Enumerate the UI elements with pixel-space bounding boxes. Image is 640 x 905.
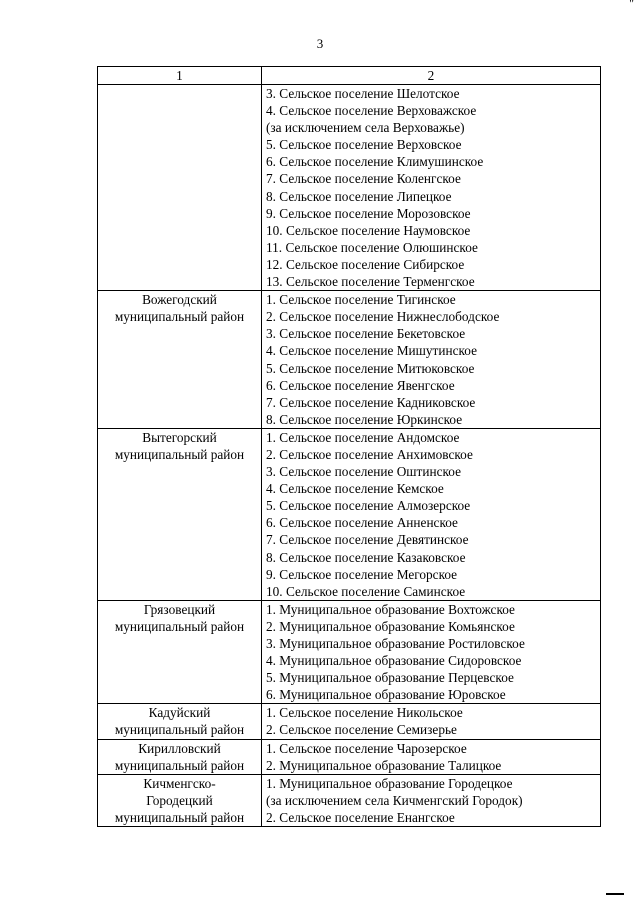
district-name-line: Вожегодский xyxy=(142,292,217,308)
settlements-cell xyxy=(262,774,601,826)
settlement-item: (за исключением села Верховажье) xyxy=(266,120,465,136)
district-name-line: муниципальный район xyxy=(114,309,245,325)
table-row xyxy=(98,739,601,774)
district-cell xyxy=(98,774,262,826)
table-body xyxy=(98,85,601,827)
settlement-item: 1. Сельское поселение Никольское xyxy=(266,705,463,721)
settlements-table xyxy=(97,66,601,827)
settlements-cell xyxy=(262,739,601,774)
district-name-line: Кичменгско- xyxy=(143,775,216,791)
settlement-item: 12. Сельское поселение Сибирское xyxy=(266,256,465,272)
settlement-item: 5. Сельское поселение Алмозерское xyxy=(266,498,471,514)
settlement-item: 4. Сельское поселение Мишутинское xyxy=(266,343,477,359)
settlement-item: 8. Сельское поселение Юркинское xyxy=(266,411,463,427)
district-name-line: Вытегорский xyxy=(142,429,217,445)
settlement-item: 2. Сельское поселение Семизерье xyxy=(266,722,457,738)
table-row xyxy=(98,428,601,600)
district-cell xyxy=(98,739,262,774)
settlement-item: 6. Муниципальное образование Юровское xyxy=(266,687,506,703)
column-header-1: 1 xyxy=(98,67,262,85)
settlement-item: 4. Сельское поселение Кемское xyxy=(266,481,444,497)
district-cell xyxy=(98,600,262,704)
settlement-item: 9. Сельское поселение Мегорское xyxy=(266,566,458,582)
table-row xyxy=(98,704,601,739)
district-name-line: муниципальный район xyxy=(114,446,245,462)
settlement-item: 8. Сельское поселение Липецкое xyxy=(266,188,452,204)
district-cell xyxy=(98,291,262,429)
table-row xyxy=(98,774,601,826)
column-header-2: 2 xyxy=(262,67,601,85)
settlement-item: 5. Муниципальное образование Перцевское xyxy=(266,670,514,686)
settlement-item: 10. Сельское поселение Наумовское xyxy=(266,222,471,238)
settlement-item: 3. Сельское поселение Оштинское xyxy=(266,464,461,480)
settlement-item: 3. Муниципальное образование Ростиловское xyxy=(266,636,525,651)
settlement-item: 9. Сельское поселение Морозовское xyxy=(266,205,471,221)
settlements-cell xyxy=(262,85,601,291)
district-name-line: Кадуйский xyxy=(148,705,211,721)
district-name-line: Городецкий xyxy=(146,792,213,808)
table-row xyxy=(98,600,601,704)
settlement-item: 7. Сельское поселение Девятинское xyxy=(266,532,469,548)
settlement-item: 3. Сельское поселение Бекетовское xyxy=(266,326,466,342)
settlement-item: 4. Сельское поселение Верховажское xyxy=(266,103,477,119)
district-name-line: муниципальный район xyxy=(114,618,245,634)
settlement-item: 11. Сельское поселение Олюшинское xyxy=(266,239,478,255)
district-name-line: муниципальный район xyxy=(114,722,245,738)
district-cell xyxy=(98,428,262,600)
settlement-item: 3. Сельское поселение Шелотское xyxy=(266,86,460,101)
corner-mark: " xyxy=(629,0,634,10)
district-cell xyxy=(98,85,262,291)
table-row xyxy=(98,291,601,429)
settlement-item: 6. Сельское поселение Явенгское xyxy=(266,377,455,393)
district-name-line: муниципальный район xyxy=(114,809,245,825)
settlements-cell xyxy=(262,291,601,429)
settlements-cell xyxy=(262,428,601,600)
settlement-item: 2. Сельское поселение Нижнеслободское xyxy=(266,309,500,325)
settlement-item: 6. Сельское поселение Климушинское xyxy=(266,154,484,170)
settlement-item: 13. Сельское поселение Терменгское xyxy=(266,274,475,290)
settlement-item: 10. Сельское поселение Саминское xyxy=(266,583,466,599)
settlements-cell xyxy=(262,600,601,704)
district-name-line: муниципальный район xyxy=(114,757,245,773)
settlement-item: 1. Муниципальное образование Вохтожское xyxy=(266,601,515,617)
header-row xyxy=(98,67,601,85)
settlement-item: 5. Сельское поселение Верховское xyxy=(266,137,462,153)
page-number: 3 xyxy=(316,36,324,51)
corner-dash xyxy=(606,893,624,895)
settlement-item: 1. Муниципальное образование Городецкое xyxy=(266,775,513,791)
settlement-item: 8. Сельское поселение Казаковское xyxy=(266,549,466,565)
settlement-item: 2. Сельское поселение Анхимовское xyxy=(266,446,473,462)
settlement-item: 4. Муниципальное образование Сидоровское xyxy=(266,653,522,669)
settlement-item: 1. Сельское поселение Чарозерское xyxy=(266,740,467,756)
settlement-item: 1. Сельское поселение Андомское xyxy=(266,429,460,445)
settlement-item: 1. Сельское поселение Тигинское xyxy=(266,292,456,308)
settlement-item: 5. Сельское поселение Митюковское xyxy=(266,360,475,376)
district-cell xyxy=(98,704,262,739)
table-row xyxy=(98,85,601,291)
settlement-item: (за исключением села Кичменгский Городок) xyxy=(266,792,523,808)
settlement-item: 6. Сельское поселение Анненское xyxy=(266,515,458,531)
settlement-item: 7. Сельское поселение Кадниковское xyxy=(266,394,476,410)
settlement-item: 2. Муниципальное образование Талицкое xyxy=(266,757,502,773)
settlement-item: 7. Сельское поселение Коленгское xyxy=(266,171,461,187)
settlements-cell xyxy=(262,704,601,739)
settlement-item: 2. Сельское поселение Енангское xyxy=(266,809,455,825)
district-name-line: Кирилловский xyxy=(138,740,221,756)
district-name-line: Грязовецкий xyxy=(143,601,216,617)
settlement-item: 2. Муниципальное образование Комьянское xyxy=(266,618,515,634)
